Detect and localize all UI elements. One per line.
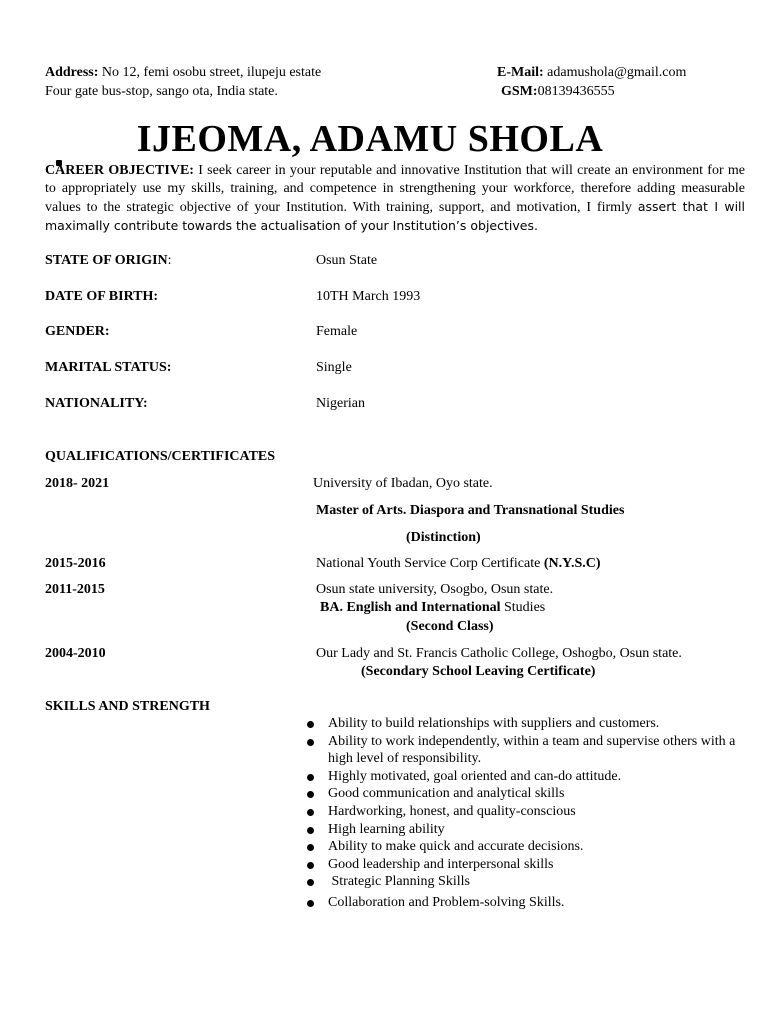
bullet-icon [307, 791, 314, 798]
list-item: Hardworking, honest, and quality-conscious [305, 803, 750, 821]
list-item: High learning ability [305, 821, 750, 839]
date-of-birth-label: DATE OF BIRTH: [45, 289, 159, 304]
list-item: Good communication and analytical skills [305, 785, 750, 803]
gsm-line [501, 84, 615, 100]
list-item: Good leadership and interpersonal skills [305, 856, 750, 874]
list-item: Ability to work independently, within a team and supervise others with a high level of responsibility. [305, 733, 750, 768]
qualifications-heading: QUALIFICATIONS/CERTIFICATES [45, 449, 276, 464]
list-item: Strategic Planning Skills [305, 873, 750, 891]
skills-list [305, 715, 750, 912]
qualification-degree: Master of Arts. Diaspora and Transnational Studies [316, 503, 625, 518]
qualification-grade: (Second Class) [406, 619, 494, 634]
objective-label: CAREER OBJECTIVE: [45, 163, 194, 178]
bullet-icon [307, 739, 314, 746]
bullet-icon [307, 900, 314, 907]
list-item: Highly motivated, goal oriented and can-do attitude. [305, 768, 750, 786]
bullet-icon [307, 862, 314, 869]
objective-last-line: assert that I will maximally contribute towards the actualisation of your Institution’s objectives. [45, 199, 745, 233]
list-item: Ability to make quick and accurate decisions. [305, 838, 750, 856]
address-value-1: No 12, femi osobu street, ilupeju estate [101, 65, 322, 80]
career-objective [45, 162, 745, 236]
email-label: E-Mail: [497, 65, 544, 80]
state-of-origin-label: STATE OF ORIGIN: [45, 253, 172, 268]
email-value: adamushola@gmail.com [547, 65, 687, 80]
address-label: Address: [45, 65, 99, 80]
nationality-label: NATIONALITY: [45, 396, 148, 411]
marital-status-value: Single [316, 360, 352, 375]
qualification-institution: University of Ibadan, Oyo state. [313, 476, 493, 491]
bullet-icon [307, 809, 314, 816]
objective-text: I seek career in your reputable and innovative Institution that will create an environment for me to appropriately use my skills, training, and competence in strengthening your workforce, therefore adding measurable values to the strategic objective of your Institution. With training, support, and motivation, I firmly [45, 163, 745, 215]
qualification-certificate: National Youth Service Corp Certificate (N.Y.S.C) [316, 556, 601, 571]
qualification-year: 2004-2010 [45, 646, 106, 661]
qualification-institution: Osun state university, Osogbo, Osun state. [316, 582, 554, 597]
address-line-1 [45, 65, 321, 81]
bullet-icon [307, 774, 314, 781]
marital-status-label: MARITAL STATUS: [45, 360, 172, 375]
qualification-year: 2018- 2021 [45, 476, 110, 491]
qualification-grade: (Distinction) [406, 530, 481, 545]
date-of-birth-value: 10TH March 1993 [316, 289, 421, 304]
gender-value: Female [316, 324, 358, 339]
address-line-2: Four gate bus-stop, sango ota, India state. [45, 84, 278, 99]
qualification-institution: Our Lady and St. Francis Catholic College, Oshogbo, Osun state. [316, 646, 682, 661]
qualification-year: 2015-2016 [45, 556, 106, 571]
qualification-year: 2011-2015 [45, 582, 105, 597]
list-item: Collaboration and Problem-solving Skills. [305, 894, 750, 912]
bullet-icon [307, 879, 314, 886]
gender-label: GENDER: [45, 324, 110, 339]
bullet-icon [307, 721, 314, 728]
bullet-icon [307, 827, 314, 834]
list-item: Ability to build relationships with suppliers and customers. [305, 715, 750, 733]
state-of-origin-value: Osun State [316, 253, 378, 268]
gsm-label: GSM: [501, 84, 538, 99]
skills-heading: SKILLS AND STRENGTH [45, 699, 210, 714]
nationality-value: Nigerian [316, 396, 365, 411]
candidate-name: IJEOMA, ADAMU SHOLA [136, 118, 604, 160]
bullet-icon [307, 844, 314, 851]
qualification-degree: BA. English and International Studies [320, 600, 546, 615]
gsm-value: 08139436555 [537, 84, 615, 99]
qualification-certificate: (Secondary School Leaving Certificate) [361, 664, 596, 679]
email-line [497, 65, 686, 81]
